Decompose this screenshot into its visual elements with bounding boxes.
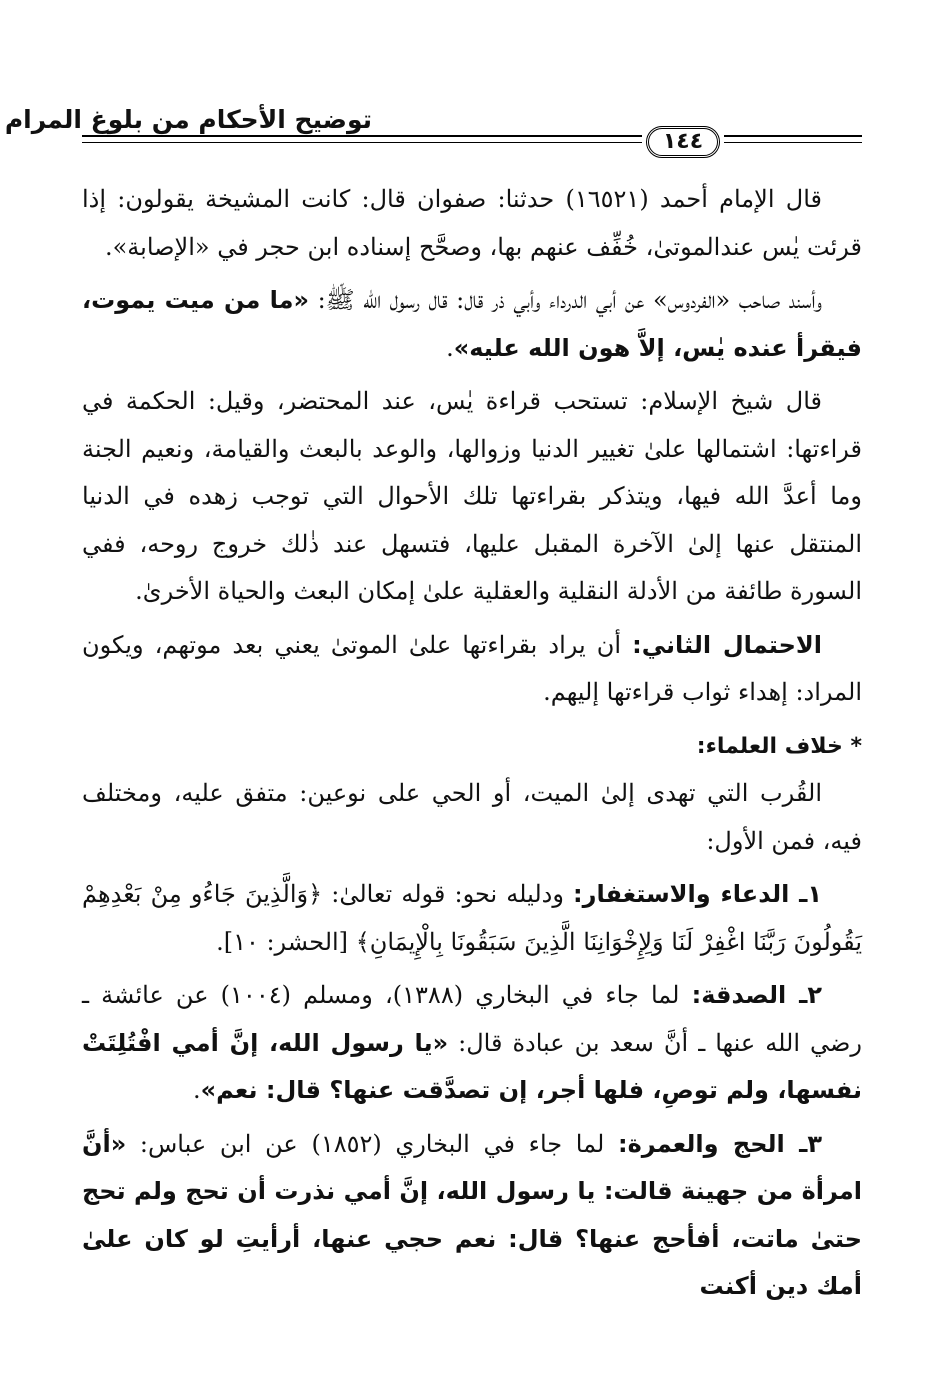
header-rule-left-top (82, 135, 642, 137)
paragraph-text: وأسند صاحب «الفردوس» عن أبي الدرداء وأبي ذر قال: قال رسول الله ﷺ: (309, 286, 822, 314)
hadith-quote: «يا رسول الله، إنَّ أمي افْتُلِتَتْ نفسها، ولم توصِ، فلها أجر، إن تصدَّقت عنها؟ قال: نعم» (82, 1028, 862, 1104)
hadith-quote: «أنَّ امرأة من جهينة قالت: يا رسول الله، إنَّ أمي نذرت أن تحج ولم تحج حتىٰ ماتت، أفأحج عنها؟ قال: نعم حجي عنها، أرأيتِ لو كان علىٰ أمك دين أكنت (82, 1129, 862, 1300)
paragraph-ahmad (82, 176, 862, 271)
paragraph-second-possibility (82, 622, 862, 717)
list-item-lead: ٣ـ الحج والعمرة: (618, 1129, 823, 1158)
list-item-lead: ١ـ الدعاء والاستغفار: (573, 880, 823, 908)
section-heading: * خلاف العلماء: (696, 733, 862, 759)
list-item-hajj (82, 1121, 862, 1311)
header-rule-right-top (724, 135, 862, 137)
list-item-sadaqa (82, 972, 862, 1115)
paragraph-lead: الاحتمال الثاني: (632, 630, 822, 659)
running-header-title: توضيح الأحكام من بلوغ المرام (4, 105, 372, 134)
quran-verse: ﴿وَالَّذِينَ جَاءُو مِنْ بَعْدِهِمْ يَقُولُونَ رَبَّنَا اغْفِرْ لَنَا وَلِإِخْوَانِنَا الَّذِينَ سَبَقُونَا بِالْإِيمَانِ﴾ (82, 880, 862, 956)
paragraph-text: القُرب التي تهدى إلىٰ الميت، أو الحي على نوعين: متفق عليه، ومختلف فيه، فمن الأول: (82, 779, 862, 855)
paragraph-shaykh-islam (82, 378, 862, 616)
list-item-text: لما جاء في البخاري (١٣٨٨)، ومسلم (١٠٠٤) عن عائشة ـ رضي الله عنها ـ أنَّ سعد بن عبادة قال: (82, 981, 862, 1057)
page-body (82, 176, 862, 1311)
verse-reference: [الحشر: ١٠]. (216, 927, 356, 956)
paragraph-text: أن يراد بقراءتها علىٰ الموتىٰ يعني بعد موتهم، ويكون المراد: إهداء ثواب قراءتها إليهم. (82, 630, 862, 706)
list-item-text: لما جاء في البخاري (١٨٥٢) عن ابن عباس: (126, 1129, 618, 1158)
header-rule-right-bottom (724, 142, 862, 143)
paragraph-qurab (82, 770, 862, 865)
header-rule-left-bottom (82, 142, 642, 143)
page-number: ١٤٤ (646, 126, 720, 158)
paragraph-tail: . (446, 333, 454, 362)
list-item-lead: ٢ـ الصدقة: (691, 981, 822, 1009)
list-item-tail: . (192, 1076, 201, 1104)
list-item-text: ودليله نحو: قوله تعالىٰ: (322, 880, 574, 908)
paragraph-text: قال شيخ الإسلام: تستحب قراءة يٰس، عند المحتضر، وقيل: الحكمة في قراءتها: اشتمالها علىٰ تغيير الدنيا وزوالها، والوعد بالبعث والقيامة، ونعيم الجنة وما أعدَّ الله فيها، ويتذكر بقراءتها تلك الأحوال التي توجب زهده في الدنيا المنتقل عنها إلىٰ الآخرة المقبل عليها، فتسهل عند ذٰلك خروج روحه، ففي السورة طائفة من الأدلة النقلية والعقلية علىٰ إمكان البعث والحياة الأخرىٰ. (82, 387, 862, 605)
paragraph-text: قال الإمام أحمد (١٦٥٢١) حدثنا: صفوان قال: كانت المشيخة يقولون: إذا قرئت يٰس عندالموتىٰ، خُفِّف عنهم بها، وصحَّح إسناده ابن حجر في «الإصابة». (82, 185, 862, 261)
list-item-dua (82, 871, 862, 966)
hadith-quote: «ما من ميت يموت، فيقرأ عنده يٰس، إلاَّ هون الله عليه» (82, 286, 862, 362)
paragraph-firdaws (82, 277, 862, 372)
